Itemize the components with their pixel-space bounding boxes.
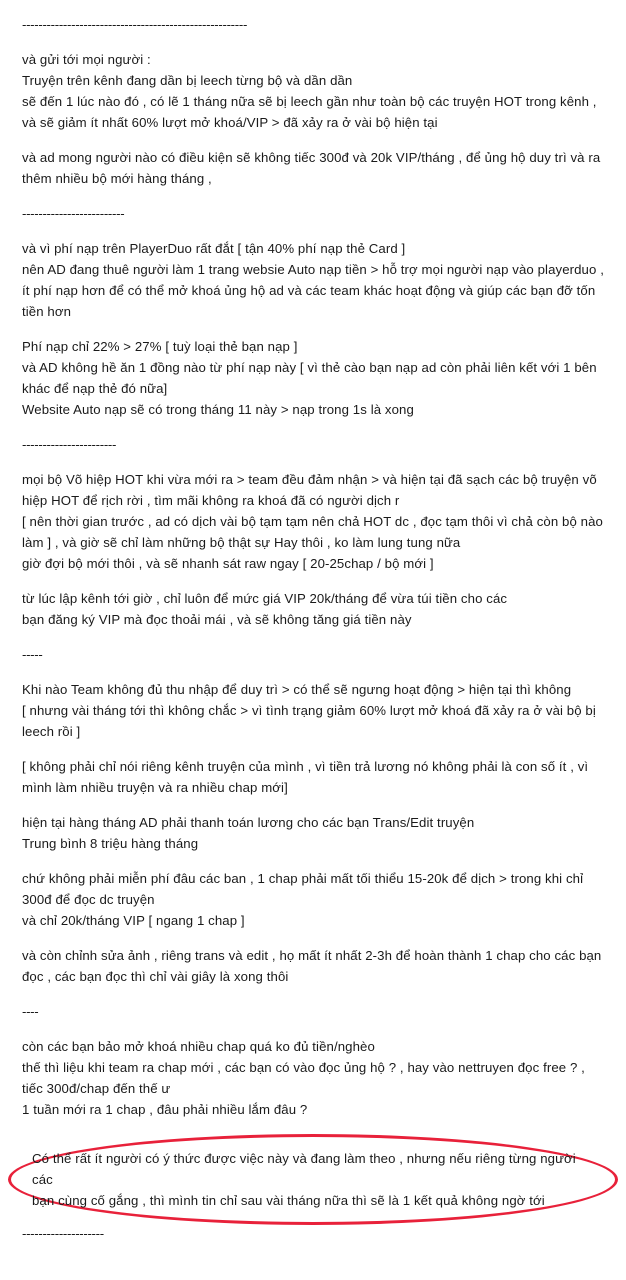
text-line: 1 tuần mới ra 1 chap , đâu phải nhiều lắm đâu ? — [22, 1102, 308, 1117]
text-line: và AD không hề ăn 1 đồng nào từ phí nạp này [ vì thẻ cào bạn nạp ad còn phải liên kết với 1 bên — [22, 360, 597, 375]
highlighted-conclusion — [22, 1134, 608, 1221]
divider-line: -------------------- — [22, 1226, 104, 1241]
divider-line: ----------------------- — [22, 437, 117, 452]
paragraph-support — [22, 147, 608, 189]
paragraph-salary — [22, 812, 608, 854]
text-line: đọc , các bạn đọc thì chỉ vài giây là xong thôi — [22, 969, 289, 984]
text-line: và vì phí nạp trên PlayerDuo rất đắt [ tận 40% phí nạp thẻ Card ] — [22, 241, 406, 256]
paragraph-intro — [22, 49, 608, 133]
text-line: và còn chỉnh sửa ảnh , riêng trans và edit , họ mất ít nhất 2-3h để hoàn thành 1 chap cho các bạn — [22, 948, 602, 963]
divider-line: ------------------------- — [22, 206, 125, 221]
divider-4 — [22, 1001, 608, 1022]
text-line: và chỉ 20k/tháng VIP [ ngang 1 chap ] — [22, 913, 245, 928]
text-line: sẽ đến 1 lúc nào đó , có lẽ 1 tháng nữa sẽ bị leech gần như toàn bộ các truyện HOT trong kênh , — [22, 94, 597, 109]
text-line: bạn đăng ký VIP mà đọc thoải mái , và sẽ không tăng giá tiền này — [22, 612, 412, 627]
paragraph-cost — [22, 868, 608, 931]
text-line: Website Auto nạp sẽ có trong tháng 11 này > nạp trong 1s là xong — [22, 402, 414, 417]
text-line: 300đ để đọc dc truyện — [22, 892, 155, 907]
text-line: và ad mong người nào có điều kiện sẽ không tiếc 300đ và 20k VIP/tháng , để ủng hộ duy trì và ra — [22, 150, 601, 165]
text-line: làm ] , và giờ sẽ chỉ làm những bộ thật sự Hay thôi , ko làm lung tung nữa — [22, 535, 461, 550]
text-line: ít phí nạp hơn để có thể mở khoá ủng hộ ad và các team khác hoạt động và giúp các bạn đỡ tốn — [22, 283, 596, 298]
text-line: bạn cùng cố gắng , thì mình tin chỉ sau vài tháng nữa thì sẽ là 1 kết quả không ngờ tới — [32, 1193, 545, 1208]
text-line: Có thể rất ít người có ý thức được việc này và đang làm theo , nhưng nếu riêng từng người các — [32, 1151, 580, 1187]
text-line: thêm nhiều bộ mới hàng tháng , — [22, 171, 212, 186]
top-divider — [22, 14, 608, 35]
text-line: khác để nạp thẻ đó nữa] — [22, 381, 168, 396]
text-line: [ nên thời gian trước , ad có dịch vài bộ tạm tạm nên chả HOT dc , đọc tạm thôi vì chả còn bộ nào — [22, 514, 603, 529]
divider-line: ------------------------------------------------------- — [22, 17, 248, 32]
divider-3 — [22, 644, 608, 665]
divider-line: ---- — [22, 1004, 39, 1019]
text-line: Truyện trên kênh đang dần bị leech từng bộ và dần dần — [22, 73, 353, 88]
text-line: [ không phải chỉ nói riêng kênh truyện của mình , vì tiền trả lương nó không phải là con số ít , vì — [22, 759, 589, 774]
divider-1 — [22, 203, 608, 224]
text-line: giờ đợi bộ mới thôi , và sẽ nhanh sát raw ngay [ 20-25chap / bộ mới ] — [22, 556, 434, 571]
text-line: hiện tại hàng tháng AD phải thanh toán lương cho các bạn Trans/Edit truyện — [22, 815, 475, 830]
text-line: nên AD đang thuê người làm 1 trang websie Auto nạp tiền > hỗ trợ mọi người nạp vào playerduo , — [22, 262, 604, 277]
text-line: mọi bộ Võ hiệp HOT khi vừa mới ra > team đều đảm nhận > và hiện tại đã sạch các bộ truyện võ — [22, 472, 597, 487]
text-line: và gửi tới mọi người : — [22, 52, 151, 67]
text-line: còn các bạn bảo mở khoá nhiều chap quá ko đủ tiền/nghèo — [22, 1039, 375, 1054]
paragraph-vip-price — [22, 588, 608, 630]
text-line: thế thì liệu khi team ra chap mới , các bạn có vào đọc ủng hộ ? , hay vào nettruyen đọc free ? , — [22, 1060, 585, 1075]
divider-2 — [22, 434, 608, 455]
text-line: chứ không phải miễn phí đâu các ban , 1 chap phải mất tối thiểu 15-20k để dịch > trong khi chỉ — [22, 871, 584, 886]
text-line: Trung bình 8 triệu hàng tháng — [22, 836, 199, 851]
text-line: từ lúc lập kênh tới giờ , chỉ luôn để mức giá VIP 20k/tháng để vừa túi tiền cho các — [22, 591, 508, 606]
text-line: tiếc 300đ/chap đến thế ư — [22, 1081, 171, 1096]
text-line: Khi nào Team không đủ thu nhập để duy trì > có thể sẽ ngưng hoạt động > hiện tại thì không — [22, 682, 572, 697]
bottom-divider — [22, 1223, 608, 1244]
text-line: tiền hơn — [22, 304, 72, 319]
text-line: hiệp HOT để rịch rời , tìm mãi không ra khoá đã có người dịch r — [22, 493, 400, 508]
text-line: [ nhưng vài tháng tới thì không chắc > vì tình trạng giảm 60% lượt mở khoá đã xảy ra ở vài bộ bị — [22, 703, 596, 718]
text-line: Phí nạp chỉ 22% > 27% [ tuỳ loại thẻ bạn nạp ] — [22, 339, 298, 354]
text-line: và sẽ giảm ít nhất 60% lượt mở khoá/VIP > đã xảy ra ở vài bộ hiện tại — [22, 115, 438, 130]
paragraph-fee — [22, 336, 608, 420]
divider-line: ----- — [22, 647, 43, 662]
paragraph-edit-time — [22, 945, 608, 987]
paragraph-not-only — [22, 756, 608, 798]
text-line: leech rồi ] — [22, 724, 81, 739]
paragraph-translation — [22, 469, 608, 574]
paragraph-playerduo — [22, 238, 608, 322]
paragraph-free-chaps — [22, 1036, 608, 1120]
paragraph-income — [22, 679, 608, 742]
text-line: mình làm nhiều truyện và ra nhiều chap mới] — [22, 780, 288, 795]
